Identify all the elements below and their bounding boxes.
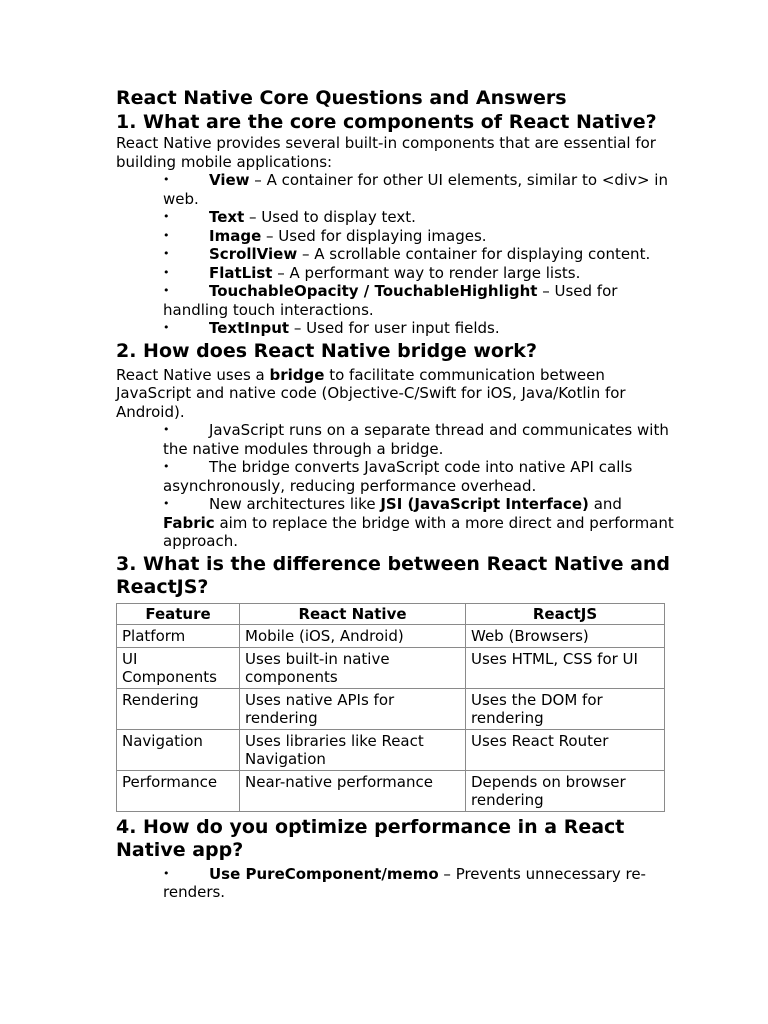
list-item [163, 208, 676, 227]
list-item [163, 245, 676, 264]
table-row [117, 688, 665, 729]
list-item-text: – A container for other UI elements, similar to <div> in web. [163, 171, 668, 208]
list-item [163, 227, 676, 246]
list-item-term: TextInput [209, 319, 290, 337]
list-item-text: aim to replace the bridge with a more direct and performant approach. [163, 513, 674, 550]
list-item [163, 458, 676, 495]
column-header: Feature [117, 603, 240, 625]
bullet-icon: • [163, 265, 170, 279]
table-cell: Near-native performance [240, 770, 466, 811]
bullet-icon: • [163, 460, 170, 473]
question-1-intro: React Native provides several built-in components that are essential for building mobile applications: [116, 134, 656, 171]
table-row [117, 770, 665, 811]
list-item [163, 171, 676, 208]
table-cell: Performance [117, 770, 240, 811]
table-row [117, 647, 665, 688]
question-3-heading: 3. What is the difference between React Native and ReactJS? [116, 552, 671, 598]
list-item [163, 495, 676, 551]
table-cell: UI Components [117, 647, 240, 688]
list-item-text: The bridge converts JavaScript code into native API calls asynchronously, reducing performance overhead. [163, 458, 633, 495]
intro-text: to facilitate communication between JavaScript and native code (Objective-C/Swift for iOS, Java/Kotlin for Android). [116, 365, 626, 421]
bullet-icon: • [163, 321, 170, 334]
bullet-icon: • [163, 228, 170, 242]
core-components-list [116, 171, 676, 338]
list-item-text: – Prevents unnecessary re-renders. [163, 864, 646, 901]
list-item-text: JavaScript runs on a separate thread and communicates with the native modules through a bridge. [163, 421, 669, 458]
table-cell: Uses built-in native components [240, 647, 466, 688]
question-2-heading: 2. How does React Native bridge work? [116, 339, 537, 362]
list-item-term: Fabric [163, 513, 215, 532]
list-item-text: – A scrollable container for displaying content. [297, 245, 651, 263]
list-item-text: – Used for user input fields. [289, 319, 500, 337]
bridge-list [116, 421, 676, 551]
list-item-text: – Used for handling touch interactions. [163, 282, 618, 319]
table-header-row [117, 603, 665, 625]
list-item-term: ScrollView [209, 245, 298, 263]
bullet-icon: • [163, 284, 170, 297]
list-item [163, 282, 676, 319]
table-cell: Uses HTML, CSS for UI [466, 647, 665, 688]
column-header: React Native [240, 603, 466, 625]
question-2-intro [116, 366, 676, 422]
list-item-text: – A performant way to render large lists. [272, 263, 581, 282]
optimization-list [116, 865, 676, 902]
bullet-icon: • [163, 423, 170, 436]
table-cell: Uses the DOM for rendering [466, 688, 665, 729]
table-cell: Depends on browser rendering [466, 770, 665, 811]
bullet-icon: • [163, 866, 170, 880]
bullet-icon: • [163, 210, 170, 223]
table-row [117, 625, 665, 648]
question-1-heading: 1. What are the core components of React Native? [116, 111, 657, 133]
list-item-term: FlatList [209, 263, 273, 282]
bullet-icon: • [163, 173, 170, 186]
list-item-text: and [588, 495, 622, 513]
list-item-term: View [209, 171, 250, 189]
list-item-term: TouchableOpacity / TouchableHighlight [209, 282, 538, 300]
bullet-icon: • [163, 247, 170, 260]
table-cell: Mobile (iOS, Android) [240, 625, 466, 648]
list-item-text: – Used for displaying images. [261, 226, 487, 245]
list-item-text: – Used to display text. [244, 208, 416, 226]
list-item [163, 865, 676, 902]
comparison-table [116, 603, 665, 812]
list-item [163, 264, 676, 283]
list-item-term: JSI (JavaScript Interface) [380, 495, 589, 513]
table-cell: Rendering [117, 688, 240, 729]
question-4-heading: 4. How do you optimize performance in a React Native app? [116, 815, 625, 861]
intro-text: React Native uses a [116, 365, 270, 384]
bullet-icon: • [163, 497, 170, 510]
table-cell: Uses React Router [466, 729, 665, 770]
list-item [163, 319, 676, 338]
list-item [163, 421, 676, 458]
table-cell: Web (Browsers) [466, 625, 665, 648]
table-cell: Uses libraries like React Navigation [240, 729, 466, 770]
intro-bold-term: bridge [269, 365, 325, 384]
table-cell: Platform [117, 625, 240, 648]
table-row [117, 729, 665, 770]
table-cell: Navigation [117, 729, 240, 770]
table-cell: Uses native APIs for rendering [240, 688, 466, 729]
list-item-term: Image [209, 226, 262, 245]
column-header: ReactJS [466, 603, 665, 625]
list-item-term: Text [209, 208, 245, 226]
list-item-text: New architectures like [209, 495, 381, 513]
document-title: React Native Core Questions and Answers [116, 87, 567, 109]
document-page [116, 86, 676, 902]
list-item-term: Use PureComponent/memo [209, 864, 439, 883]
